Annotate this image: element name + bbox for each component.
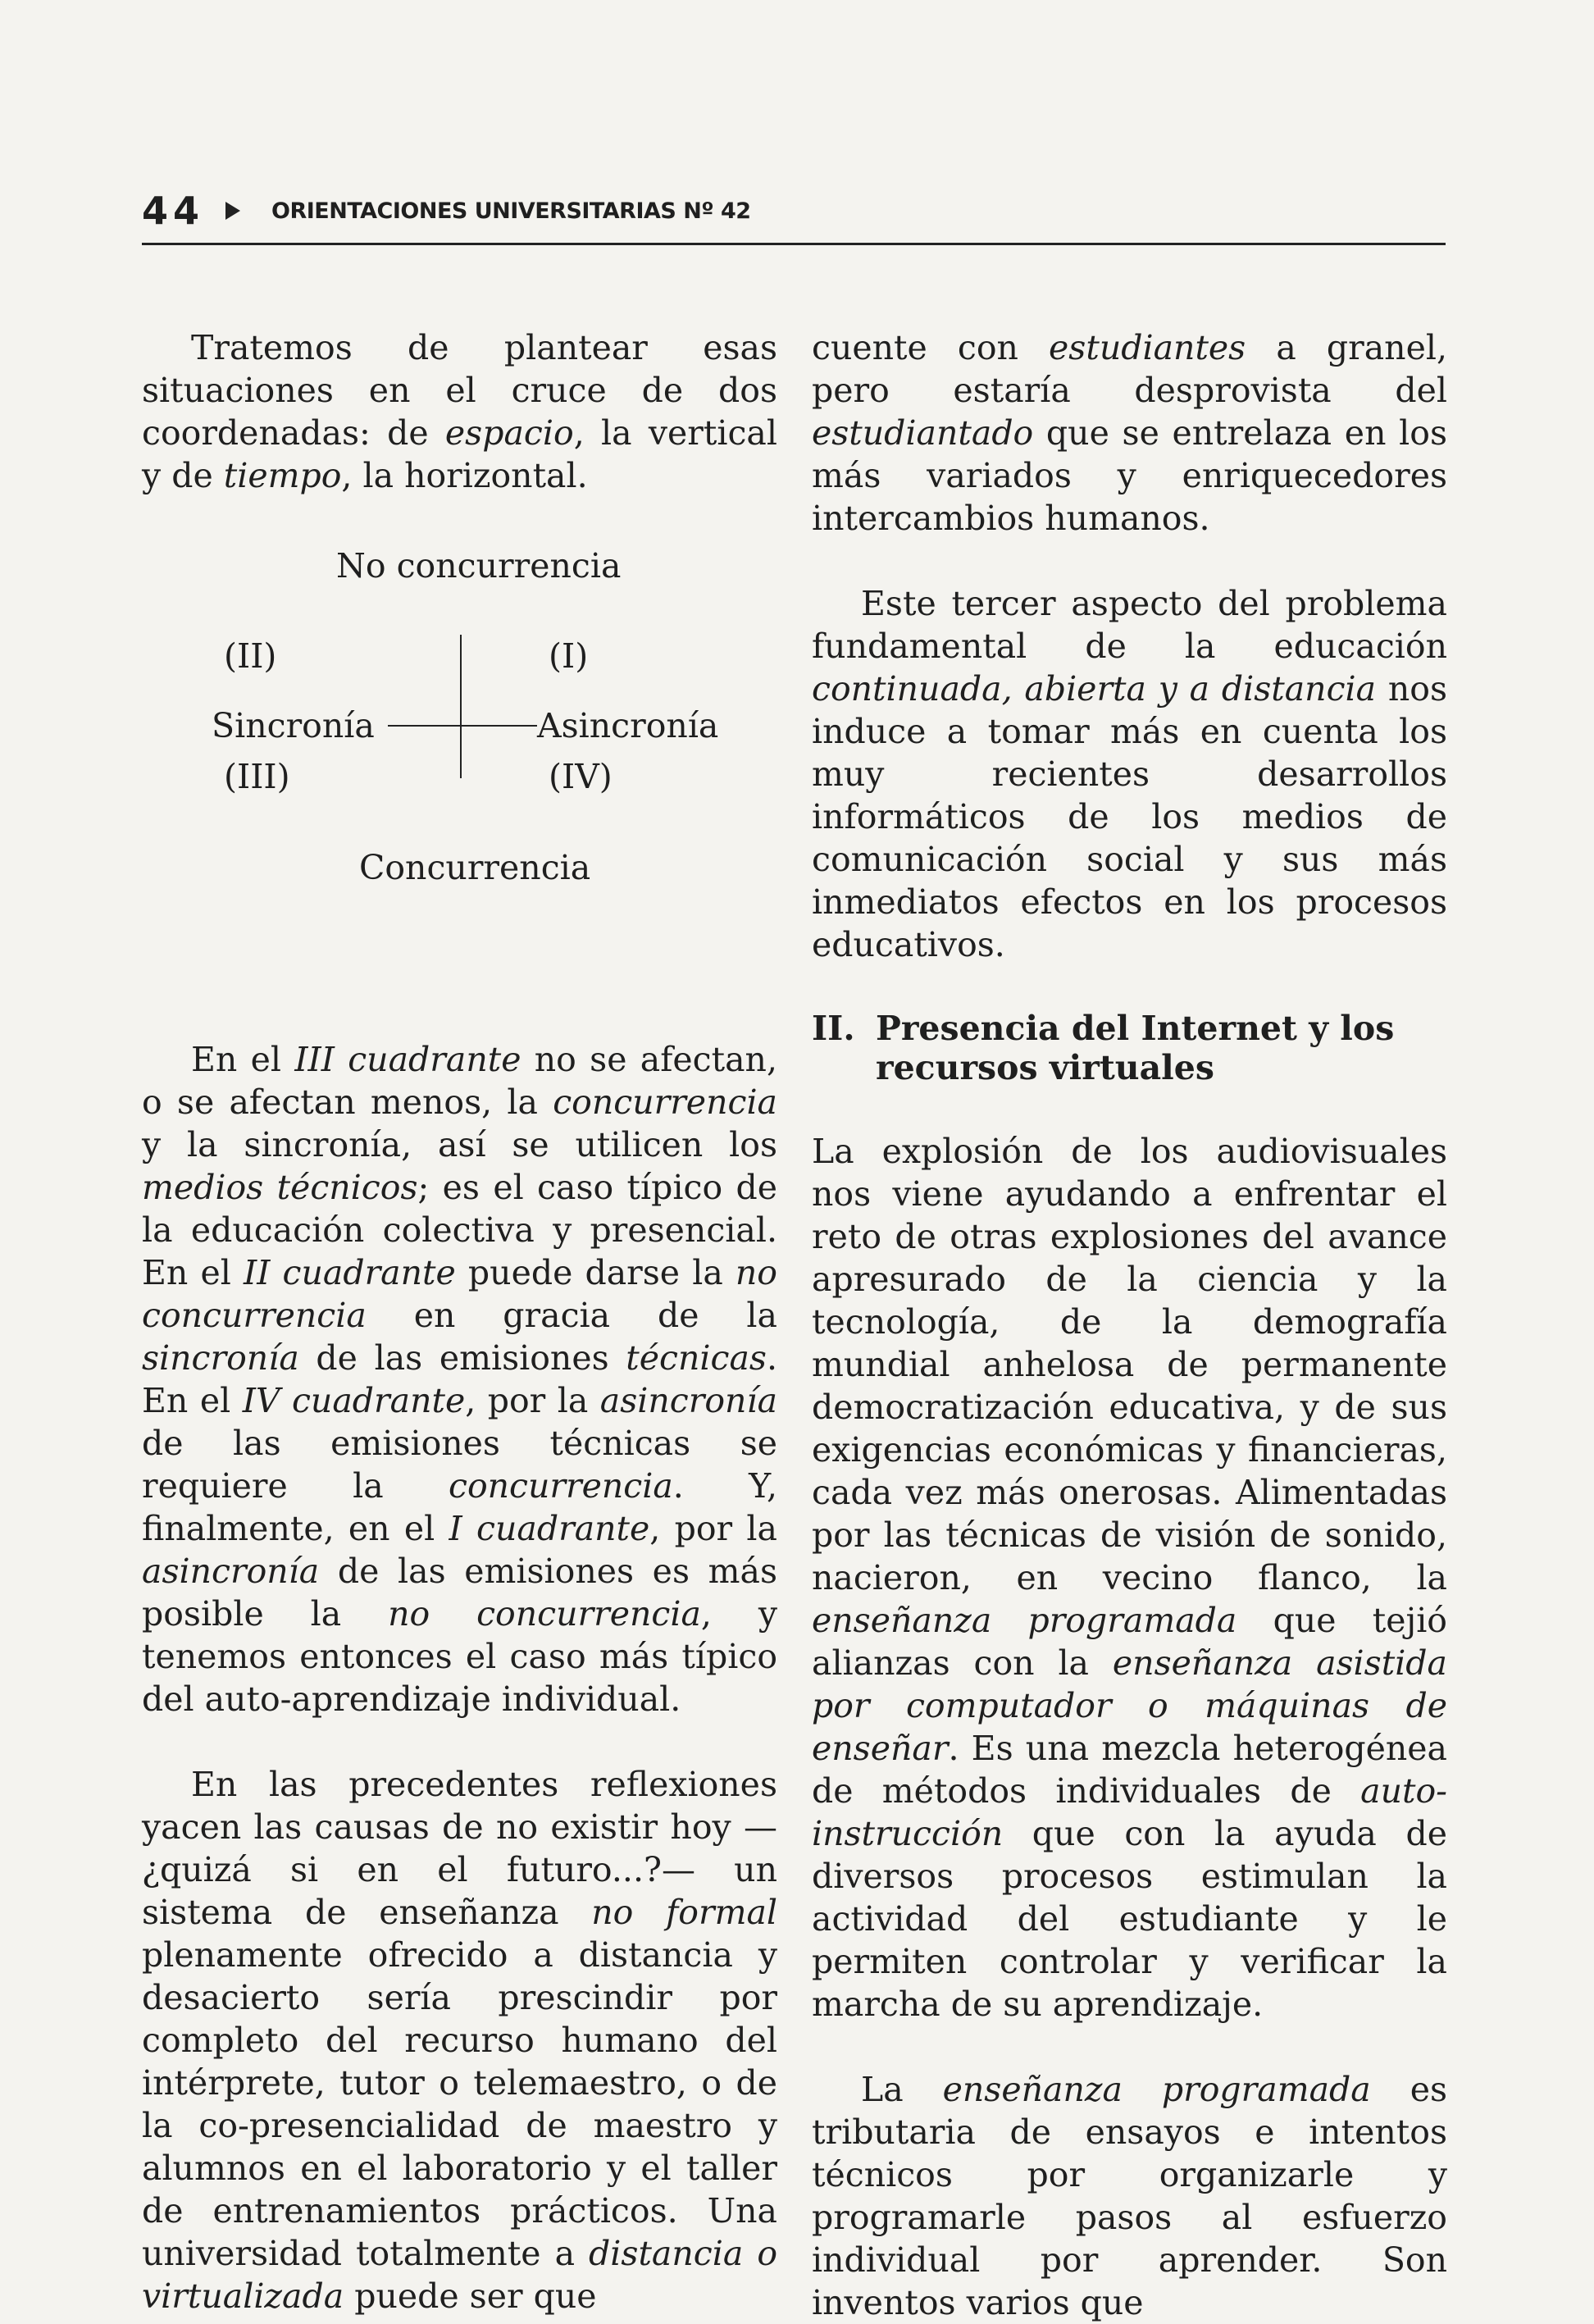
- left-paragraph-1: Tratemos de plantear esas situaciones en el cruce de dos coordenadas: de espacio, la vertical y de tiempo, la horizontal.: [142, 328, 777, 495]
- page-number: 44: [142, 189, 205, 233]
- left-column: [142, 326, 777, 2317]
- section-title: Presencia del Internet y los recursos virtuales: [876, 1009, 1395, 1087]
- right-paragraph-2: Este tercer aspecto del problema fundamental de la educación continuada, abierta y a distancia nos induce a tomar más en cuenta los muy recientes desarrollos informáticos de los medios de comunicación social y sus más inmediatos efectos en los procesos educativos.: [812, 584, 1448, 964]
- section-number: II.: [812, 1009, 855, 1048]
- left-paragraph-3: En las precedentes reflexiones yacen las causas de no existir hoy —¿quizá si en el futuro...?— un sistema de enseñanza no formal plenamente ofrecido a distancia y desacierto sería prescindir por completo del recurso humano del intérprete, tutor o telemaestro, o de la co-presencialidad de maestro y alumnos en el laboratorio y el taller de entrenamientos prácticos. Una universidad totalmente a distancia o virtualizada puede ser que: [142, 1765, 778, 2316]
- right-column: [812, 326, 1447, 2324]
- triangle-arrow-icon: [225, 202, 240, 220]
- journal-title: ORIENTACIONES UNIVERSITARIAS Nº 42: [271, 198, 751, 224]
- left-paragraph-2: En el III cuadrante no se afectan, o se afectan menos, la concurrencia y la sincronía, así se utilicen los medios técnicos; es el caso típico de la educación colectiva y presencial. En el II cuadrante puede darse la no concurrencia en gracia de la sincronía de las emisiones técnicas. En el IV cuadrante, por la asincronía de las emisiones técnicas se requiere la concurrencia. Y, finalmente, en el I cuadrante, por la asincronía de las emisiones es más posible la no concurrencia, y tenemos entonces el caso más típico del auto-aprendizaje individual.: [142, 1040, 778, 1719]
- diagram-q1-label: (I): [549, 636, 589, 676]
- diagram-q2-label: (II): [224, 636, 277, 676]
- running-header: [142, 190, 1446, 245]
- right-paragraph-4: La enseñanza programada es tributaria de ensayos e intentos técnicos por organizarle y programarle pasos al esfuerzo individual por aprender. Son inventos varios que: [812, 2070, 1447, 2322]
- diagram-left-label: Sincronía: [212, 706, 375, 745]
- section-heading: [812, 1009, 1447, 1087]
- diagram-bottom-label: Concurrencia: [359, 848, 591, 887]
- right-paragraph-1: cuente con estudiantes a granel, pero estaría desprovista del estudiantado que se entrelaza en los más variados y enriquecedores intercambios humanos.: [812, 328, 1447, 538]
- quadrant-diagram: [142, 497, 777, 1038]
- diagram-q3-label: (III): [224, 757, 290, 796]
- diagram-q4-label: (IV): [549, 757, 613, 796]
- diagram-top-label: No concurrencia: [336, 546, 622, 586]
- diagram-right-label: Asincronía: [537, 706, 719, 745]
- diagram-horizontal-axis: [388, 725, 537, 727]
- right-paragraph-3: La explosión de los audiovisuales nos viene ayudando a enfrentar el reto de otras explosiones del avance apresurado de la ciencia y la tecnología, de la demografía mundial anhelosa de permanente democratización educativa, y de sus exigencias económicas y financieras, cada vez más onerosas. Alimentadas por las técnicas de visión de sonido, nacieron, en vecino flanco, la enseñanza programada que tejió alianzas con la enseñanza asistida por computador o máquinas de enseñar. Es una mezcla heterogénea de métodos individuales de auto-instrucción que con la ayuda de diversos procesos estimulan la actividad del estudiante y le permiten controlar y verificar la marcha de su aprendizaje.: [812, 1132, 1447, 2024]
- diagram-vertical-axis: [460, 635, 462, 778]
